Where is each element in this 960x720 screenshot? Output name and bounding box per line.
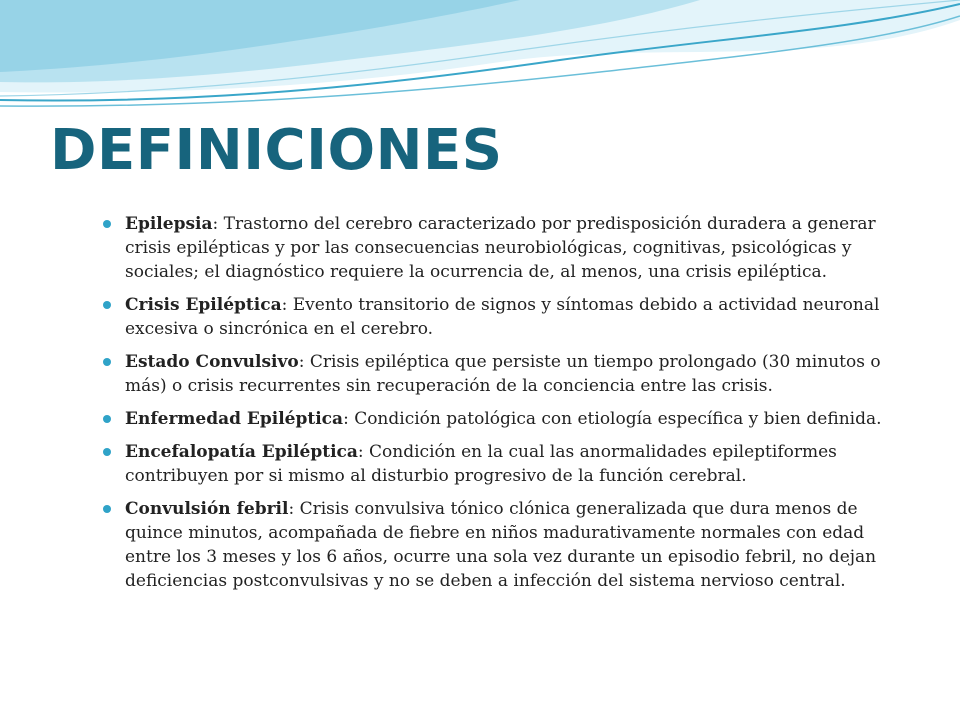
bullet-dot-icon [103, 505, 111, 513]
definition-term: Convulsión febril [125, 499, 289, 519]
definition-text: : Trastorno del cerebro caracterizado por predisposición duradera a generar crisis epilépticas y por las consecuencias neurobiológicas, cognitivas, psicológicas y sociales; el diagnóstico requiere la ocurrencia de, al menos, una crisis epiléptica. [125, 214, 876, 282]
definition-term: Estado Convulsivo [125, 352, 299, 372]
definition-text: : Crisis epiléptica que persiste un tiempo prolongado (30 minutos o más) o crisis recurrentes sin recuperación de la conciencia entre las crisis. [125, 352, 881, 396]
list-item [103, 350, 913, 398]
definition-term: Encefalopatía Epiléptica [125, 442, 358, 462]
definition-text: : Condición en la cual las anormalidades epileptiformes contribuyen por si mismo al disturbio progresivo de la función cerebral. [125, 442, 837, 486]
bullet-dot-icon [103, 358, 111, 366]
definition-term: Crisis Epiléptica [125, 295, 282, 315]
definition-text: : Condición patológica con etiología específica y bien definida. [343, 409, 882, 429]
slide-title: DEFINICIONES [50, 118, 503, 183]
bullet-dot-icon [103, 448, 111, 456]
definition-term: Epilepsia [125, 214, 213, 234]
list-item [103, 212, 913, 284]
bullet-dot-icon [103, 220, 111, 228]
list-item [103, 497, 913, 593]
bullet-dot-icon [103, 301, 111, 309]
definition-term: Enfermedad Epiléptica [125, 409, 344, 429]
list-item [103, 440, 913, 488]
list-item [103, 407, 913, 431]
bullet-dot-icon [103, 415, 111, 423]
definition-text: : Crisis convulsiva tónico clónica generalizada que dura menos de quince minutos, acompañada de fiebre en niños madurativamente normales con edad entre los 3 meses y los 6 años, ocurre una sola vez durante un episodio febril, no dejan deficiencias postconvulsivas y no se deben a infección del sistema nervioso central. [125, 499, 877, 591]
definition-text: : Evento transitorio de signos y síntomas debido a actividad neuronal excesiva o sincrónica en el cerebro. [125, 295, 880, 339]
definitions-list [103, 212, 913, 602]
list-item [103, 293, 913, 341]
header-wave-decoration [0, 0, 960, 120]
